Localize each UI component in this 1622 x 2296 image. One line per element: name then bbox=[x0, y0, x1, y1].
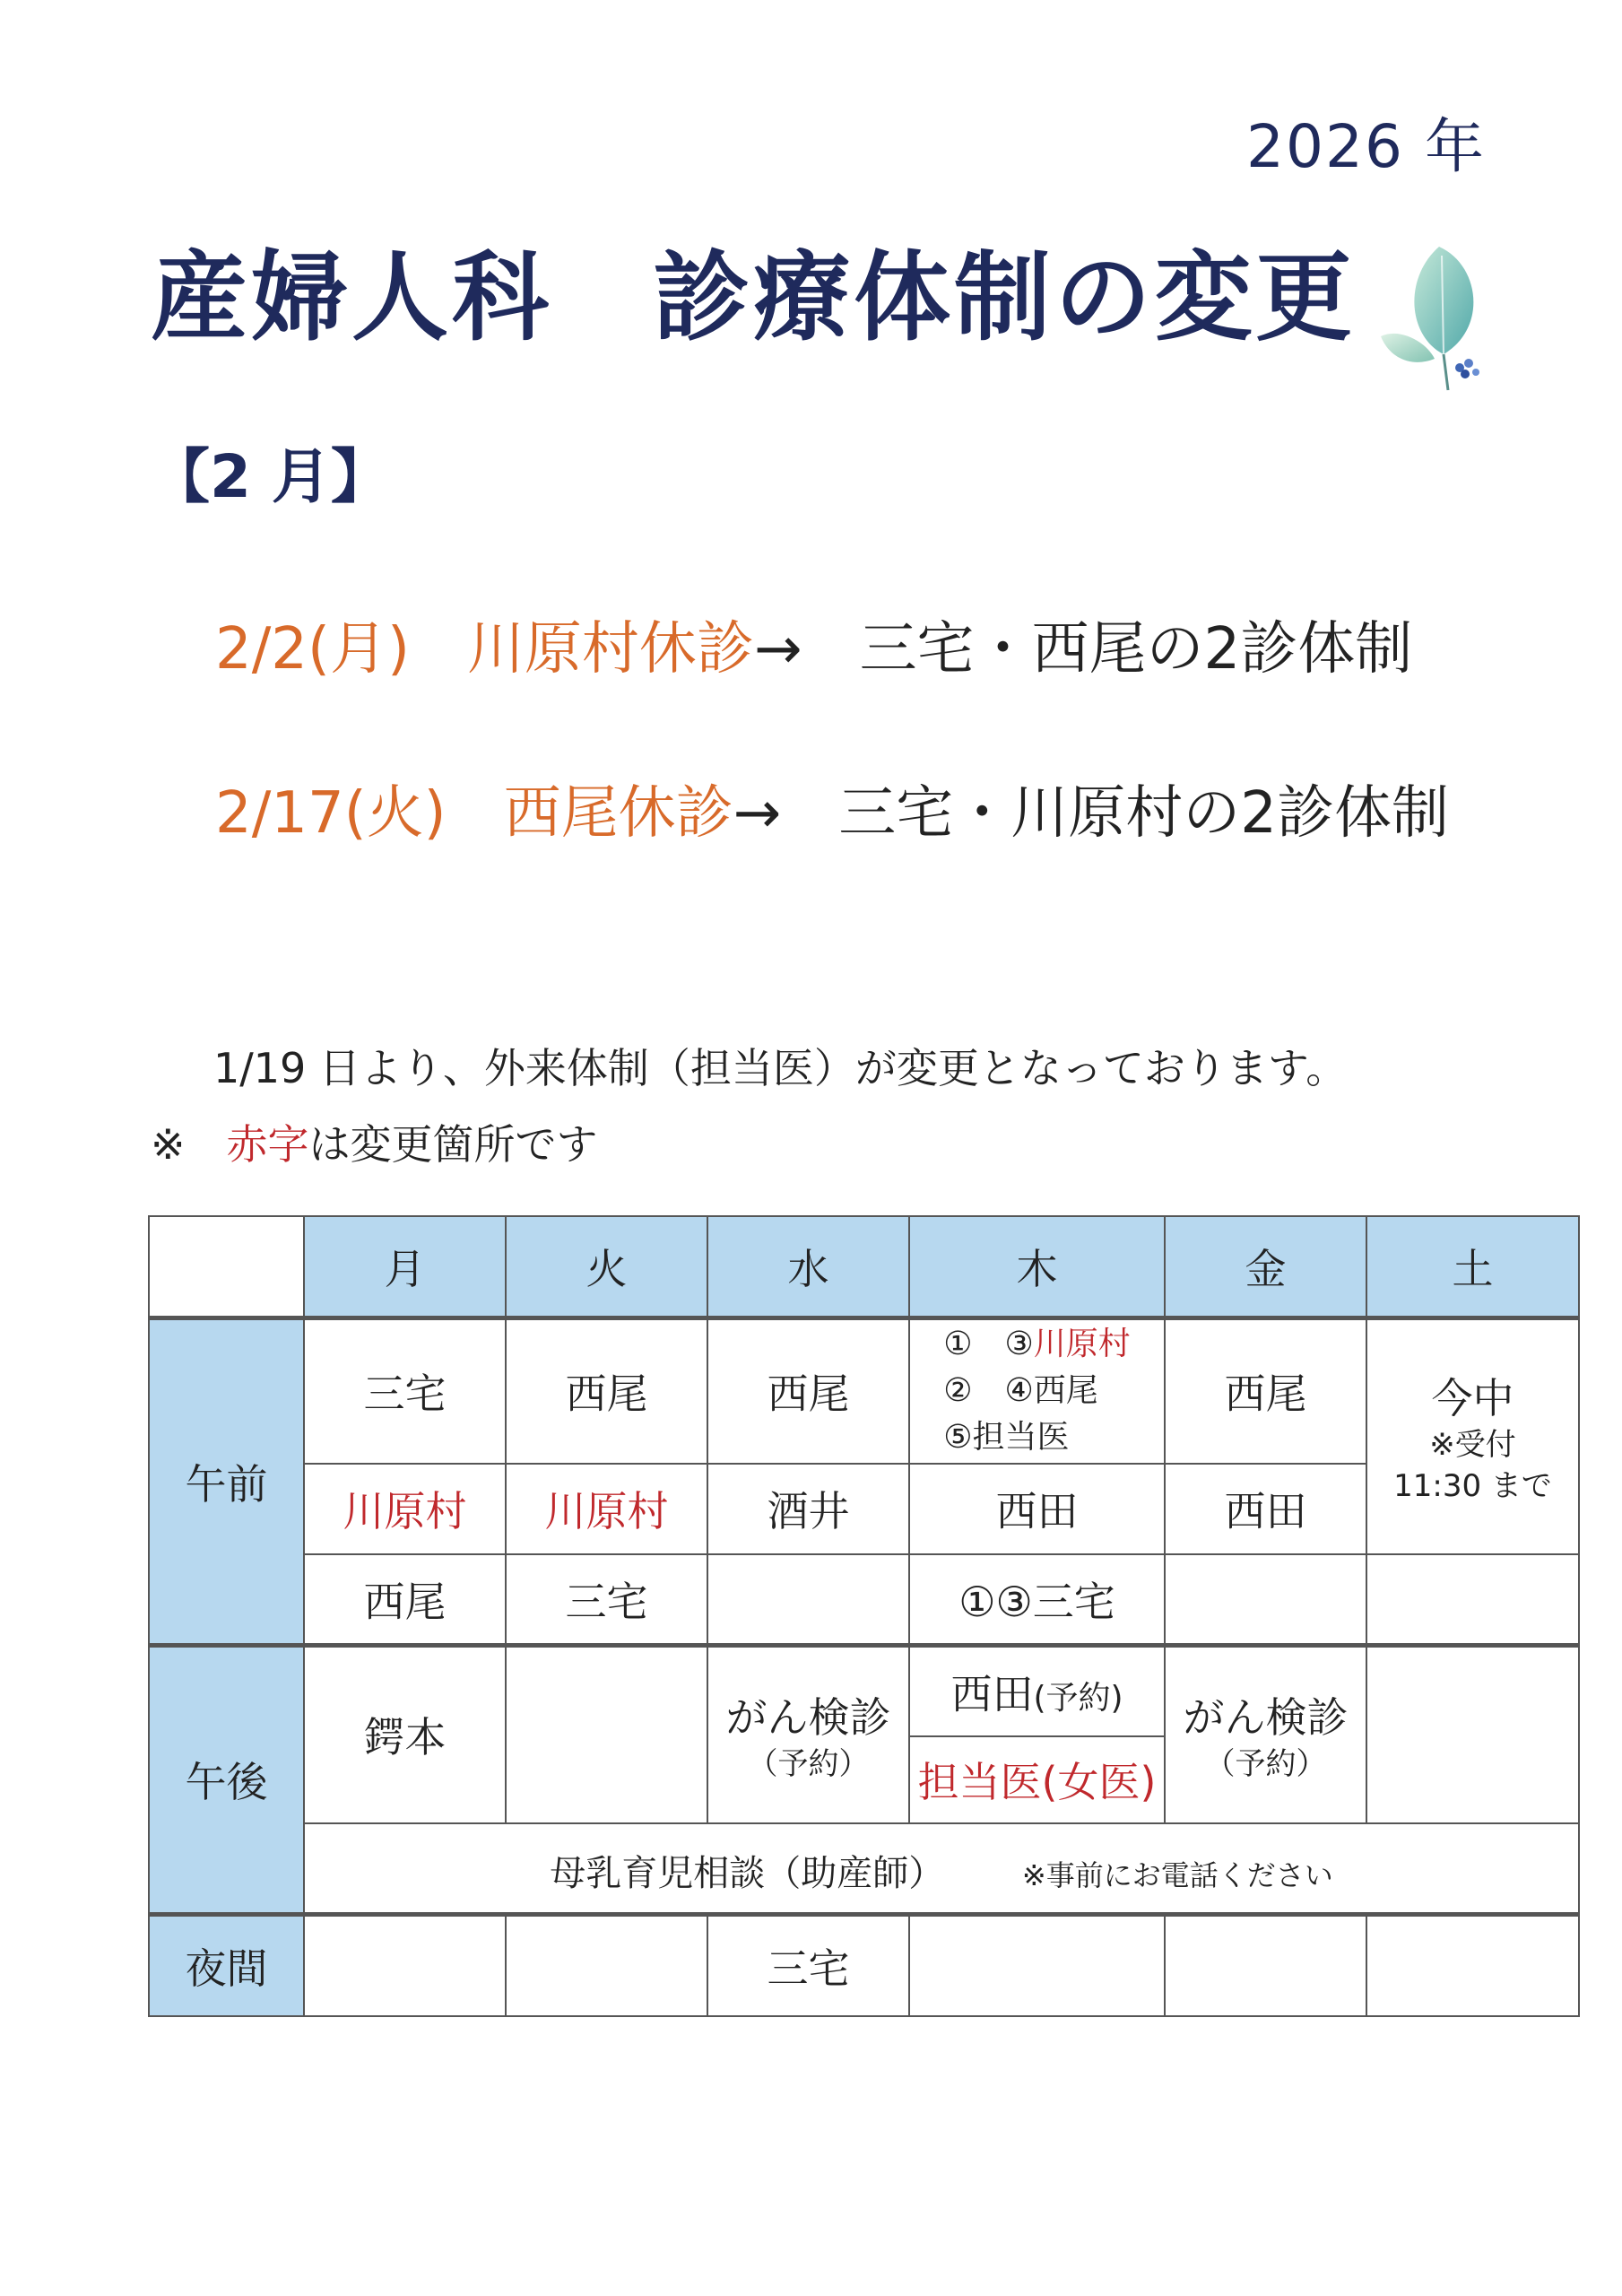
table-cell: 三宅 bbox=[506, 1554, 707, 1645]
note-text: は変更箇所です bbox=[308, 1120, 598, 1169]
change-date: 2/17(火) bbox=[215, 780, 447, 847]
doctor-name: 西田 bbox=[950, 1669, 1034, 1718]
table-cell: 三宅 bbox=[304, 1318, 506, 1464]
table-row bbox=[149, 1645, 1579, 1735]
table-cell bbox=[1165, 1914, 1366, 2016]
table-cell: 川原村 bbox=[506, 1464, 707, 1554]
notice-text: 1/19 日より、外来体制（担当医）が変更となっております。 bbox=[213, 1044, 1348, 1092]
table-cell: 西田 bbox=[1165, 1464, 1366, 1554]
month-heading: 【2 月】 bbox=[151, 442, 390, 511]
arrow-icon: → bbox=[733, 780, 782, 847]
table-row bbox=[149, 1823, 1579, 1914]
corner-cell bbox=[149, 1216, 304, 1318]
table-cell: 担当医(女医) bbox=[909, 1736, 1165, 1823]
doctor-name: 今中 bbox=[1431, 1374, 1514, 1423]
day-header: 月 bbox=[304, 1216, 506, 1318]
table-row bbox=[149, 1318, 1579, 1464]
table-header-row bbox=[149, 1216, 1579, 1318]
table-cell bbox=[707, 1645, 909, 1823]
page-title: 産婦人科 診療体制の変更 bbox=[151, 242, 1357, 354]
table-row bbox=[149, 1464, 1579, 1554]
reservation-note: （予約） bbox=[747, 1746, 870, 1783]
consultation-cell bbox=[304, 1823, 1579, 1914]
day-header: 水 bbox=[707, 1216, 909, 1318]
table-cell: 酒井 bbox=[707, 1464, 909, 1554]
table-cell bbox=[506, 1645, 707, 1823]
table-cell: 西田 bbox=[909, 1464, 1165, 1554]
table-cell bbox=[707, 1554, 909, 1645]
change-line-1 bbox=[215, 603, 1412, 685]
period-afternoon: 午後 bbox=[149, 1645, 304, 1914]
legend-note bbox=[151, 1112, 598, 1171]
table-cell bbox=[1366, 1554, 1579, 1645]
exam-label: がん検診 bbox=[1183, 1693, 1349, 1743]
schedule-table bbox=[148, 1215, 1580, 2017]
period-morning: 午前 bbox=[149, 1318, 304, 1646]
rotation-list bbox=[943, 1321, 1131, 1462]
table-cell bbox=[1165, 1554, 1366, 1645]
table-cell-saturday-morning bbox=[1366, 1318, 1579, 1555]
change-result: 三宅・西尾の2診体制 bbox=[859, 616, 1413, 683]
table-cell bbox=[506, 1914, 707, 2016]
table-cell: 鍔本 bbox=[304, 1645, 506, 1823]
table-row bbox=[149, 1914, 1579, 2016]
note-red-text: 赤字 bbox=[226, 1120, 309, 1169]
reception-time: 11:30 まで bbox=[1393, 1468, 1552, 1505]
change-event: 川原村休診 bbox=[466, 616, 754, 683]
day-header: 金 bbox=[1165, 1216, 1366, 1318]
change-result: 三宅・川原村の2診体制 bbox=[838, 780, 1449, 847]
arrow-icon: → bbox=[753, 616, 802, 683]
table-cell bbox=[304, 1914, 506, 2016]
table-cell: ①③三宅 bbox=[909, 1554, 1165, 1645]
table-cell: 三宅 bbox=[707, 1914, 909, 2016]
table-cell: 西尾 bbox=[707, 1318, 909, 1464]
exam-label: がん検診 bbox=[725, 1693, 891, 1743]
reservation-note: (予約) bbox=[1033, 1679, 1123, 1717]
rotation-item: ① ③川原村 bbox=[943, 1326, 1131, 1363]
table-cell bbox=[909, 1914, 1165, 2016]
period-night: 夜間 bbox=[149, 1914, 304, 2016]
consultation-note: ※事前にお電話ください bbox=[1021, 1857, 1333, 1892]
leaf-icon bbox=[1372, 238, 1497, 395]
day-header: 木 bbox=[909, 1216, 1165, 1318]
day-header: 土 bbox=[1366, 1216, 1579, 1318]
table-cell: 西尾 bbox=[304, 1554, 506, 1645]
table-cell: 西尾 bbox=[506, 1318, 707, 1464]
change-event: 西尾休診 bbox=[503, 780, 733, 847]
table-cell bbox=[1165, 1645, 1366, 1823]
table-cell bbox=[1366, 1914, 1579, 2016]
table-cell bbox=[909, 1645, 1165, 1735]
rotation-item: ⑤担当医 bbox=[943, 1419, 1070, 1457]
table-cell-thursday-morning bbox=[909, 1318, 1165, 1464]
table-cell: 西尾 bbox=[1165, 1318, 1366, 1464]
consultation-label: 母乳育児相談（助産師） bbox=[550, 1852, 927, 1894]
reception-note: ※受付 bbox=[1429, 1427, 1516, 1464]
change-date: 2/2(月) bbox=[215, 616, 410, 683]
change-line-2 bbox=[215, 767, 1449, 849]
year-label: 2026 年 bbox=[1246, 112, 1486, 181]
rotation-item: ② ④西尾 bbox=[943, 1372, 1098, 1410]
table-row bbox=[149, 1554, 1579, 1645]
note-mark: ※ bbox=[151, 1120, 186, 1169]
table-cell bbox=[1366, 1645, 1579, 1823]
table-cell: 川原村 bbox=[304, 1464, 506, 1554]
reservation-note: （予約） bbox=[1204, 1746, 1327, 1783]
day-header: 火 bbox=[506, 1216, 707, 1318]
